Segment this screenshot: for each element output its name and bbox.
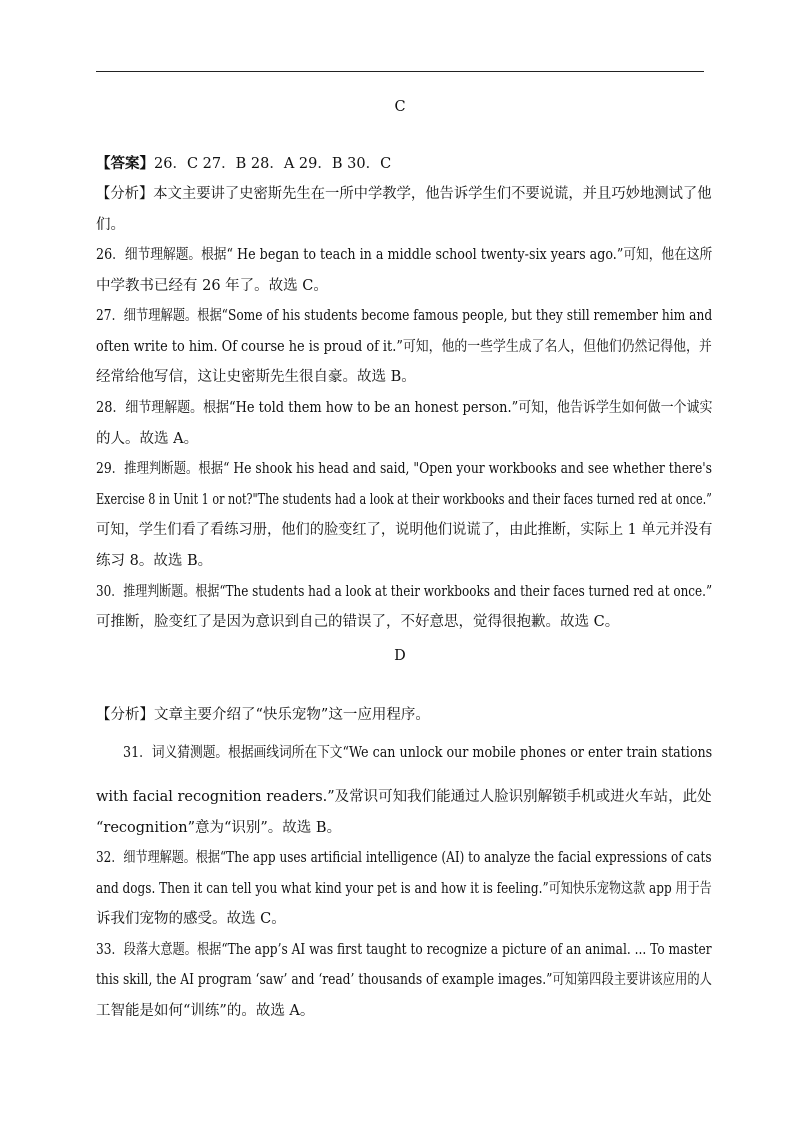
text-line: Exercise 8 in Unit 1 or not?"The students had a look at their workbooks and their faces turned red at once.”	[96, 492, 712, 508]
text-line: 诉我们宠物的感受。故选 C。	[96, 911, 286, 927]
section-d-heading: D	[394, 648, 406, 664]
text-line: 33．段落大意题。根据“The app’s AI was first taught to recognize a picture of an animal. ... To master	[96, 942, 712, 958]
text-line: often write to him. Of course he is proud of it.”可知，他的一些学生成了名人，但他们仍然记得他，并	[96, 339, 712, 355]
text-line: 工智能是如何“训练”的。故选 A。	[96, 1003, 315, 1019]
text-line: 30．推理判断题。根据“The students had a look at their workbooks and their faces turned red at once.”	[96, 584, 713, 600]
text-line: 28．细节理解题。根据“He told them how to be an honest person.”可知，他告诉学生如何做一个诚实	[96, 400, 713, 416]
text-line: 【分析】本文主要讲了史密斯先生在一所中学教学，他告诉学生们不要说谎，并且巧妙地测试了他	[96, 186, 712, 202]
text-line: 练习 8。故选 B。	[96, 553, 213, 569]
answer-line	[96, 154, 708, 174]
text-line: 经常给他写信，这让史密斯先生很自豪。故选 B。	[96, 369, 416, 385]
text-line: 可推断，脸变红了是因为意识到自己的错误了，不好意思，觉得很抱歉。故选 C。	[96, 614, 620, 630]
d-analysis-line: 【分析】文章主要介绍了“快乐宠物”这一应用程序。	[96, 707, 430, 723]
text-line: 们。	[96, 217, 125, 233]
text-line: this skill, the AI program ‘saw’ and ‘read’ thousands of example images.”可知第四段主要讲该应用的人	[96, 972, 712, 988]
text-line: 的人。故选 A。	[96, 431, 199, 447]
text-line: 26．细节理解题。根据“ He began to teach in a middle school twenty-six years ago.”可知，他在这所	[96, 247, 713, 263]
answer-text: 26．C 27．B 28．A 29．B 30．C	[154, 156, 392, 172]
text-line: 32．细节理解题。根据“The app uses artificial intelligence (AI) to analyze the facial expressions of cats	[96, 850, 712, 866]
section-c-heading: C	[394, 99, 406, 115]
text-line: 可知，学生们看了看练习册，他们的脸变红了，说明他们说谎了，由此推断，实际上 1 单元并没有	[96, 522, 713, 538]
text-line: 31．词义猜测题。根据画线词所在下文“We can unlock our mobile phones or enter train stations	[123, 745, 713, 761]
text-line: with facial recognition readers.”及常识可知我们能通过人脸识别解锁手机或进火车站，此处	[96, 789, 712, 805]
text-line: and dogs. Then it can tell you what kind your pet is and how it is feeling.”可知快乐宠物这款 app 用于告	[96, 881, 712, 897]
text-line: “recognition”意为“识别”。故选 B。	[96, 820, 342, 836]
text-line: 中学教书已经有 26 年了。故选 C。	[96, 278, 328, 294]
header-rule	[96, 71, 704, 72]
text-line: 27．细节理解题。根据“Some of his students become famous people, but they still remember him and	[96, 308, 713, 324]
text-line: 29．推理判断题。根据“ He shook his head and said, "Open your workbooks and see whether there's	[96, 461, 713, 477]
answer-label: 【答案】	[96, 155, 154, 172]
